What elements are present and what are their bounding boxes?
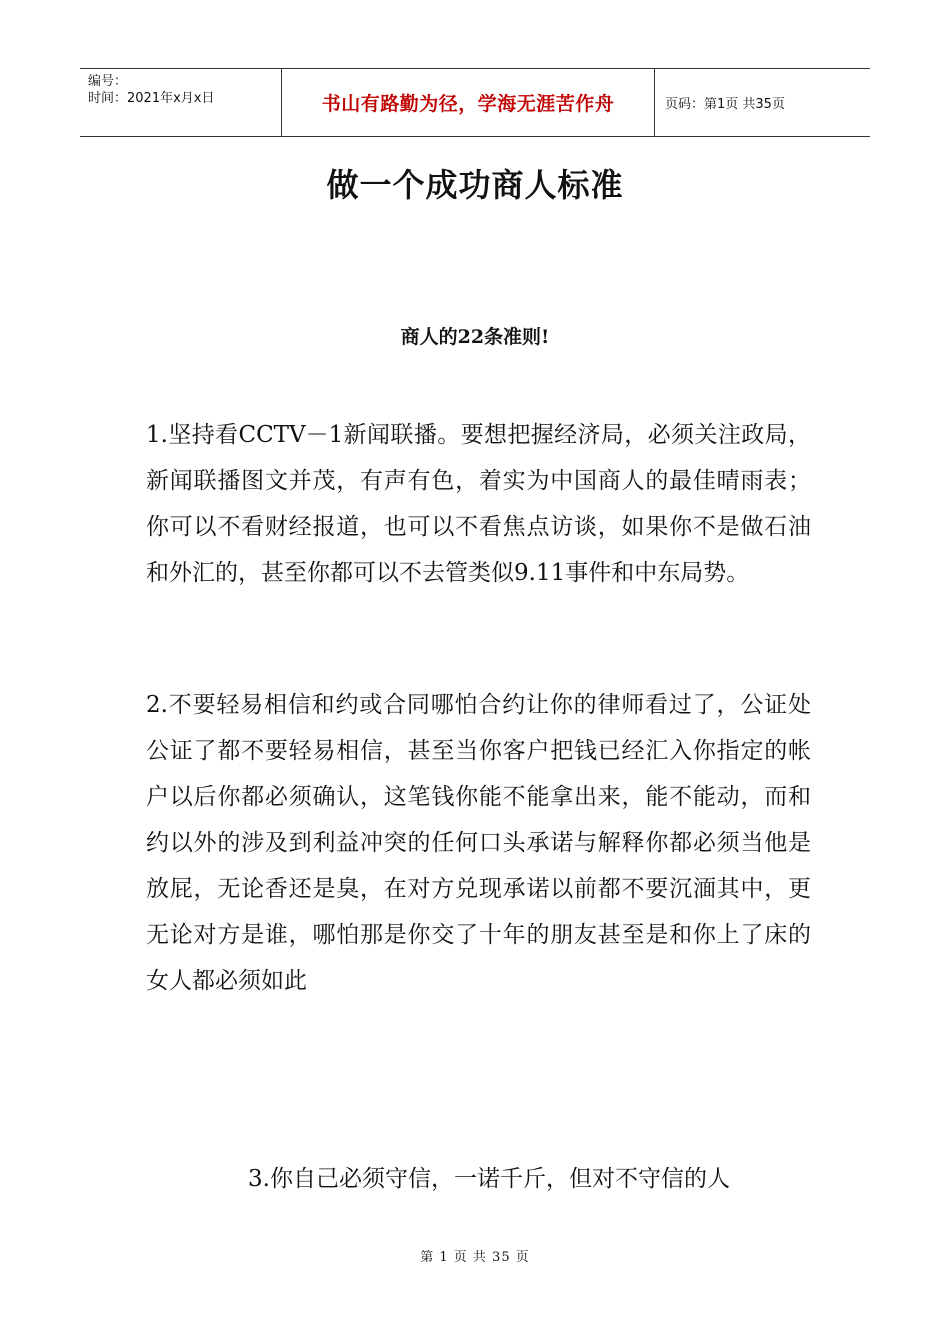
header-page-info: 页码：第1页 共35页	[665, 97, 785, 112]
code-label: 编号：	[88, 74, 128, 89]
page-footer: 第 1 页 共 35 页	[420, 1250, 530, 1265]
document-title: 做一个成功商人标准	[326, 166, 624, 204]
header-motto: 书山有路勤为径，学海无涯苦作舟	[282, 69, 655, 136]
time-label: 时间：2021年x月x日	[88, 91, 215, 106]
document-subtitle: 商人的22条准则!	[400, 326, 550, 348]
header-meta	[80, 69, 282, 136]
paragraph-1: 1.坚持看CCTV－1新闻联播。要想把握经济局，必须关注政局，新闻联播图文并茂，有声有色，着实为中国商人的最佳晴雨表；你可以不看财经报道，也可以不看焦点访谈，如果你不是做石油和外汇的，甚至你都可以不去管类似9.11事件和中东局势。	[146, 422, 811, 586]
document-header	[80, 68, 870, 137]
paragraph-3: 3.你自己必须守信，一诺千斤，但对不守信的人	[248, 1166, 730, 1192]
paragraph-2: 2.不要轻易相信和约或合同哪怕合约让你的律师看过了，公证处公证了都不要轻易相信，甚至当你客户把钱已经汇入你指定的帐户以后你都必须确认，这笔钱你能不能拿出来，能不能动，而和约以外的涉及到利益冲突的任何口头承诺与解释你都必须当他是放屁，无论香还是臭，在对方兑现承诺以前都不要沉湎其中，更无论对方是谁，哪怕那是你交了十年的朋友甚至是和你上了床的女人都必须如此	[146, 692, 811, 994]
